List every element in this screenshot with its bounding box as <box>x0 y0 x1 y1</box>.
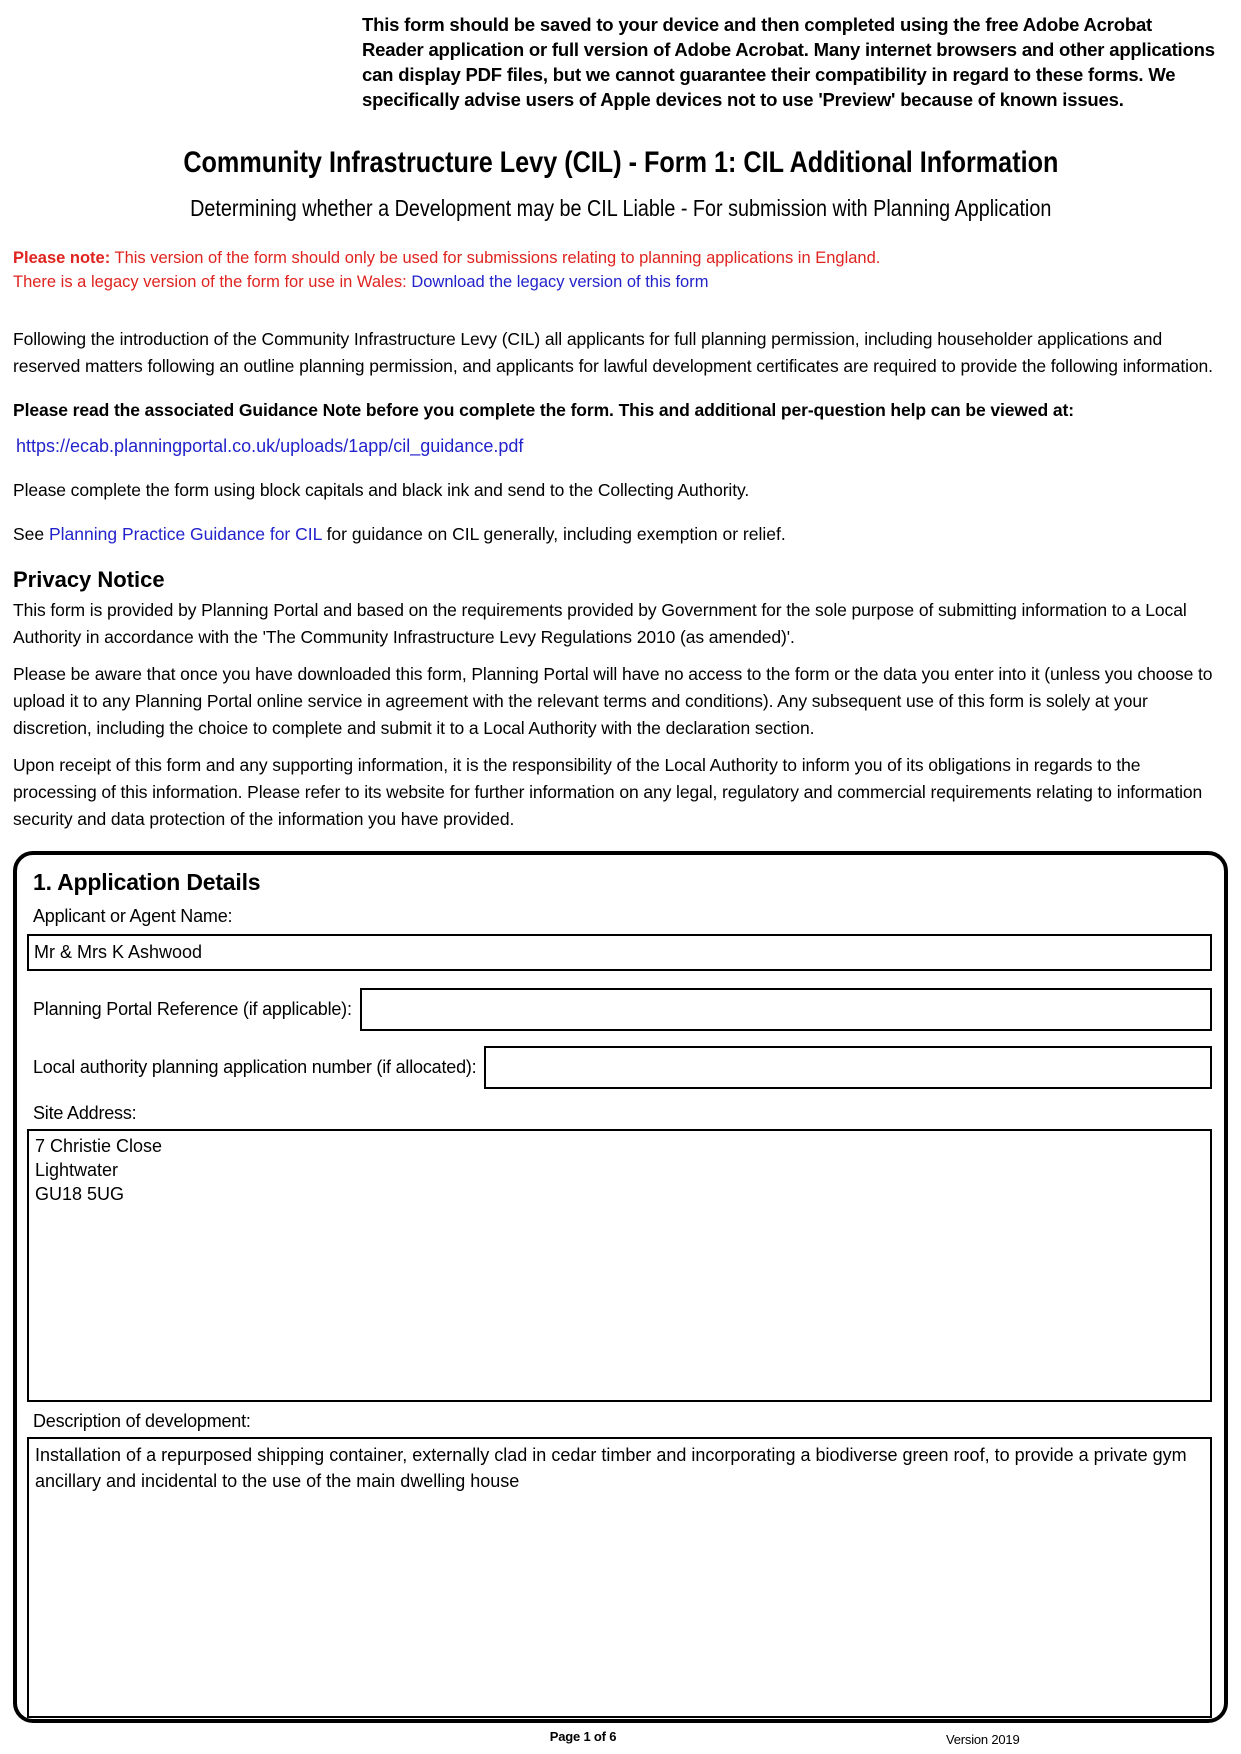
privacy-paragraph-3: Upon receipt of this form and any supporting information, it is the responsibility of the Local Authority to inform you of its obligations in regards to the processing of this information. Please refer to its website for further information on any legal, regulatory and commercial requirements relating to information security and data protection of the information you have provided. <box>13 755 1203 829</box>
guidance-note-line: Please read the associated Guidance Note before you complete the form. This and additional per-question help can be viewed at: <box>13 400 1074 420</box>
ppg-suffix: for guidance on CIL generally, including exemption or relief. <box>321 524 786 544</box>
application-details-section <box>13 851 1228 1723</box>
privacy-paragraph-2: Please be aware that once you have downloaded this form, Planning Portal will have no access to the form or the data you enter into it (unless you choose to upload it to any Planning Portal online service in agreement with the relevant terms and conditions). Any subsequent use of this form is solely at your discretion, including the choice to complete and submit it to a Local Authority with the declaration section. <box>13 664 1213 738</box>
block-capitals-note: Please complete the form using block capitals and black ink and send to the Collecting Authority. <box>13 480 750 500</box>
portal-reference-label: Planning Portal Reference (if applicable): <box>33 999 352 1019</box>
site-address-label: Site Address: <box>33 1103 137 1123</box>
ppg-prefix: See <box>13 524 49 544</box>
wales-text: There is a legacy version of the form for use in Wales: <box>13 273 412 291</box>
ppg-line <box>13 524 1225 545</box>
privacy-paragraph-1: This form is provided by Planning Portal and based on the requirements provided by Government for the sole purpose of submitting information to a Local Authority in accordance with the 'The Community Infrastructure Levy Regulations 2010 (as amended)'. <box>13 600 1187 647</box>
portal-reference-input[interactable] <box>360 988 1212 1031</box>
cil-intro-paragraph: Following the introduction of the Community Infrastructure Levy (CIL) all applicants for full planning permission, including householder applications and reserved matters following an outline planning permission, and applicants for lawful development certificates are required to provide the following information. <box>13 329 1213 376</box>
page-number: Page 1 of 6 <box>549 1729 617 1744</box>
lpa-number-label: Local authority planning application number (if allocated): <box>33 1057 477 1077</box>
please-note-line <box>13 246 1227 270</box>
legacy-form-link[interactable]: Download the legacy version of this form <box>411 273 709 291</box>
version-label: Version 2019 <box>946 1732 1020 1747</box>
guidance-url-line <box>16 436 1225 457</box>
applicant-name-label: Applicant or Agent Name: <box>33 906 233 926</box>
wales-legacy-line <box>13 270 1227 294</box>
guidance-pdf-link[interactable]: https://ecab.planningportal.co.uk/uploads/1app/cil_guidance.pdf <box>16 436 524 456</box>
adobe-reader-notice: This form should be saved to your device and then completed using the free Adobe Acrobat Reader application or full version of Adobe Acrobat. Many internet browsers and other applications can display PDF files, but we cannot guarantee their compatibility in regard to these forms. We specifically advise users of Apple devices not to use 'Preview' because of known issues. <box>362 14 1215 110</box>
section-heading: 1. Application Details <box>33 869 261 895</box>
description-textarea[interactable]: Installation of a repurposed shipping container, externally clad in cedar timber and incorporating a biodiverse green roof, to provide a private gym ancillary and incidental to the use of the main dwelling house <box>27 1437 1212 1718</box>
england-wales-note <box>13 246 1227 294</box>
applicant-name-input[interactable] <box>27 934 1212 971</box>
please-note-label: Please note: <box>13 249 111 267</box>
lpa-number-input[interactable] <box>484 1046 1212 1089</box>
site-address-textarea[interactable]: 7 Christie Close Lightwater GU18 5UG <box>27 1129 1212 1402</box>
description-label: Description of development: <box>33 1411 251 1431</box>
form-subtitle: Determining whether a Development may be CIL Liable - For submission with Planning Application <box>189 195 1052 221</box>
form-title: Community Infrastructure Levy (CIL) - Form 1: CIL Additional Information <box>182 146 1059 179</box>
please-note-text: This version of the form should only be used for submissions relating to planning applications in England. <box>110 249 881 267</box>
privacy-notice-heading: Privacy Notice <box>13 567 165 592</box>
ppg-link[interactable]: Planning Practice Guidance for CIL <box>49 524 322 544</box>
